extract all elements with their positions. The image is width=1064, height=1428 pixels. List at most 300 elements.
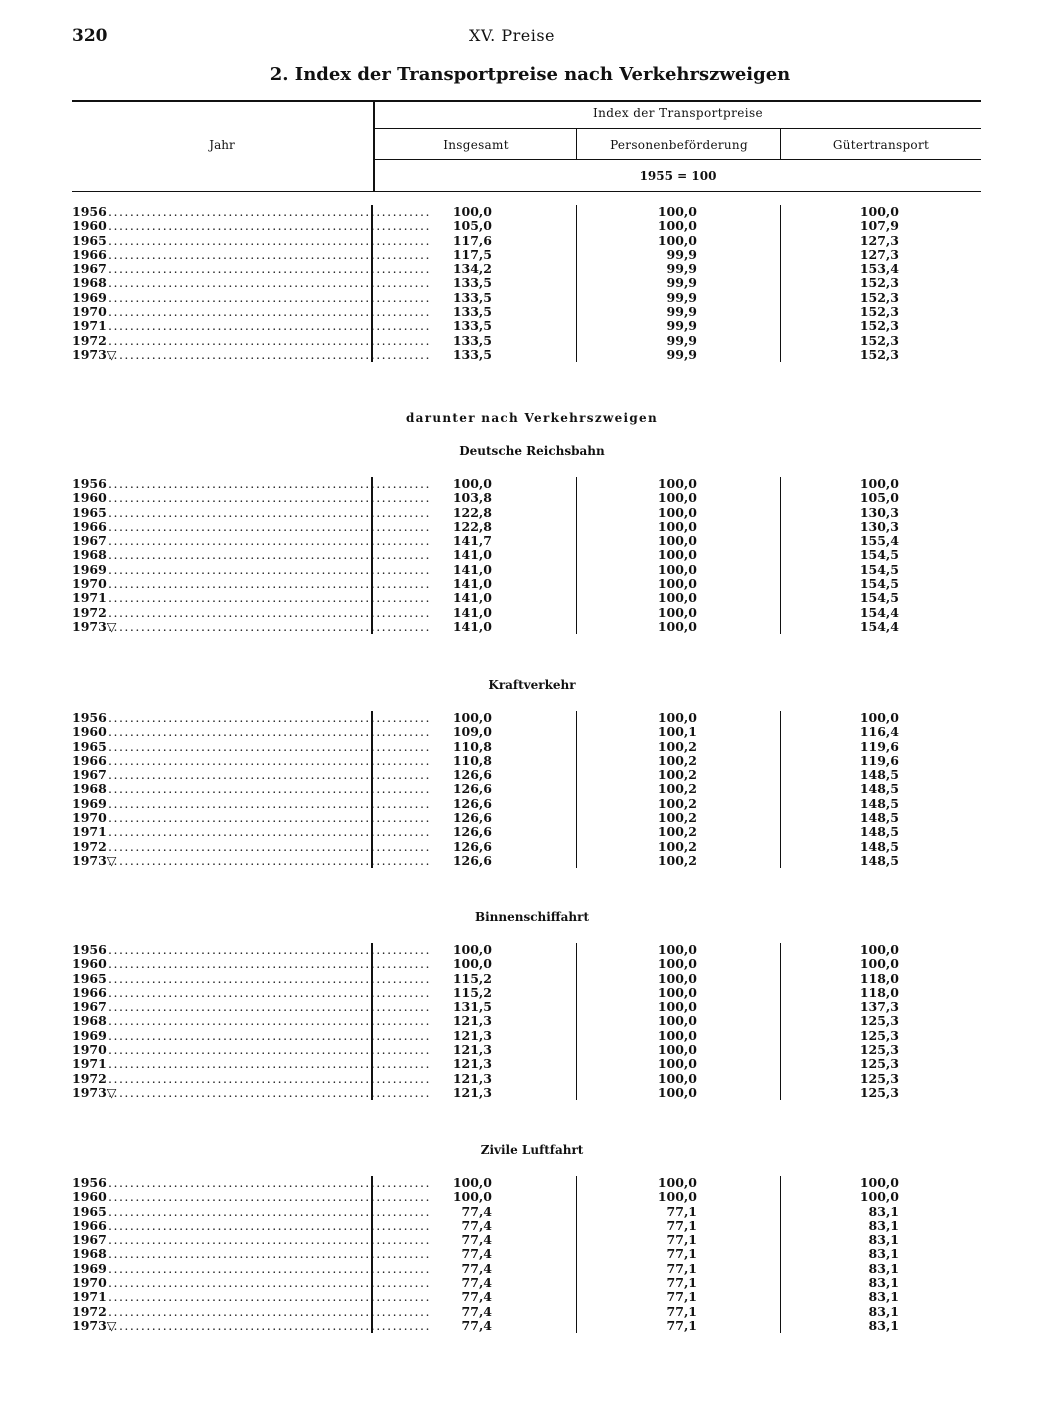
- row-year: 1968: [72, 275, 107, 291]
- cell-personenbefoerderung: 100,2: [657, 738, 697, 754]
- cell-insgesamt: 133,5: [452, 304, 492, 320]
- cell-insgesamt: 100,0: [452, 942, 492, 957]
- table-row: [72, 577, 981, 591]
- cell-personenbefoerderung: 100,0: [657, 476, 697, 491]
- row-year: 1970: [72, 576, 107, 592]
- cell-insgesamt: 100,0: [452, 1175, 492, 1190]
- dot-leader: ...........................................................: [108, 304, 431, 320]
- dot-leader: ...........................................................: [108, 984, 431, 1000]
- dot-leader: ...........................................................: [108, 346, 431, 362]
- table-row: [72, 1190, 981, 1204]
- cell-insgesamt: 141,0: [452, 547, 492, 563]
- section-title: Kraftverkehr: [488, 678, 576, 692]
- cell-guetertransport: 152,3: [859, 275, 899, 291]
- header-col-personen: Personenbeförderung: [610, 138, 748, 152]
- cell-guetertransport: 127,3: [859, 232, 899, 248]
- cell-personenbefoerderung: 100,0: [657, 710, 697, 725]
- cell-personenbefoerderung: 77,1: [666, 1260, 697, 1276]
- table-row: [72, 1247, 981, 1261]
- cell-guetertransport: 152,3: [859, 304, 899, 320]
- dot-leader: ...........................................................: [108, 204, 431, 219]
- cell-guetertransport: 100,0: [859, 1189, 899, 1205]
- cell-guetertransport: 83,1: [868, 1232, 899, 1248]
- row-year: 1971: [72, 318, 107, 334]
- dot-leader: ...........................................................: [108, 218, 431, 234]
- row-year: 1969: [72, 1260, 107, 1276]
- dot-leader: ...........................................................: [108, 1027, 431, 1043]
- table-row: [72, 986, 981, 1000]
- header-top-rule: [72, 100, 981, 102]
- table-row: [72, 1233, 981, 1247]
- cell-personenbefoerderung: 99,9: [666, 304, 697, 320]
- section-block: [72, 477, 981, 634]
- row-year: 1967: [72, 533, 107, 549]
- cell-insgesamt: 121,3: [452, 1013, 492, 1029]
- table-row: [72, 1057, 981, 1071]
- header-rule: [375, 128, 981, 129]
- cell-guetertransport: 100,0: [859, 942, 899, 957]
- cell-personenbefoerderung: 77,1: [666, 1246, 697, 1262]
- dot-leader: ...........................................................: [108, 710, 431, 725]
- cell-guetertransport: 116,4: [859, 724, 899, 740]
- row-year: 1960: [72, 956, 107, 972]
- dot-leader: ...........................................................: [108, 1275, 431, 1291]
- cell-personenbefoerderung: 100,0: [657, 956, 697, 972]
- dot-leader: ...........................................................: [108, 1217, 431, 1233]
- cell-guetertransport: 154,4: [859, 604, 899, 620]
- cell-insgesamt: 115,2: [452, 984, 492, 1000]
- table-row: [72, 291, 981, 305]
- cell-personenbefoerderung: 77,1: [666, 1317, 697, 1333]
- table-row: [72, 348, 981, 362]
- cell-insgesamt: 105,0: [452, 218, 492, 234]
- row-year: 1968: [72, 547, 107, 563]
- table-row: [72, 477, 981, 491]
- cell-insgesamt: 122,8: [452, 518, 492, 534]
- row-year: 1965: [72, 232, 107, 248]
- dot-leader: ...........................................................: [108, 970, 431, 986]
- dot-leader: ...........................................................: [108, 504, 431, 520]
- table-row: [72, 319, 981, 333]
- table-row: [72, 725, 981, 739]
- cell-personenbefoerderung: 100,0: [657, 984, 697, 1000]
- cell-insgesamt: 100,0: [452, 1189, 492, 1205]
- dot-leader: ...........................................................: [108, 781, 431, 797]
- section-block: [72, 1176, 981, 1333]
- table-row: [72, 754, 981, 768]
- dot-leader: ...........................................................: [108, 942, 431, 957]
- row-year: 1972: [72, 604, 107, 620]
- dot-leader: ...........................................................: [108, 246, 431, 262]
- cell-personenbefoerderung: 100,2: [657, 752, 697, 768]
- cell-personenbefoerderung: 100,0: [657, 561, 697, 577]
- table-row: [72, 1086, 981, 1100]
- cell-personenbefoerderung: 100,0: [657, 504, 697, 520]
- cell-insgesamt: 121,3: [452, 1027, 492, 1043]
- dot-leader: ...........................................................: [108, 824, 431, 840]
- cell-guetertransport: 148,5: [859, 810, 899, 826]
- cell-insgesamt: 115,2: [452, 970, 492, 986]
- dot-leader: ...........................................................: [108, 332, 431, 348]
- dot-leader: ...........................................................: [108, 1070, 431, 1086]
- dot-leader: ...........................................................: [108, 724, 431, 740]
- cell-insgesamt: 134,2: [452, 261, 492, 277]
- row-year: 1956: [72, 942, 107, 957]
- cell-guetertransport: 83,1: [868, 1275, 899, 1291]
- section-title: Binnenschiffahrt: [474, 910, 590, 924]
- cell-personenbefoerderung: 100,2: [657, 767, 697, 783]
- row-year: 1966: [72, 752, 107, 768]
- table-row: [72, 305, 981, 319]
- table-row: [72, 1000, 981, 1014]
- table-row: [72, 711, 981, 725]
- section-block: [72, 205, 981, 362]
- row-year: 1965: [72, 738, 107, 754]
- dot-leader: ...........................................................: [108, 1084, 431, 1100]
- table-row: [72, 972, 981, 986]
- cell-insgesamt: 126,6: [452, 838, 492, 854]
- cell-guetertransport: 130,3: [859, 504, 899, 520]
- cell-guetertransport: 148,5: [859, 824, 899, 840]
- row-year: 1967: [72, 1232, 107, 1248]
- cell-personenbefoerderung: 100,0: [657, 970, 697, 986]
- table-row: [72, 591, 981, 605]
- cell-insgesamt: 77,4: [461, 1203, 492, 1219]
- cell-personenbefoerderung: 100,0: [657, 490, 697, 506]
- row-year: 1972: [72, 332, 107, 348]
- running-head: XV. Preise: [469, 26, 555, 45]
- dot-leader: ...........................................................: [108, 1203, 431, 1219]
- cell-personenbefoerderung: 77,1: [666, 1275, 697, 1291]
- cell-insgesamt: 77,4: [461, 1275, 492, 1291]
- cell-guetertransport: 152,3: [859, 318, 899, 334]
- dot-leader: ...........................................................: [108, 1246, 431, 1262]
- cell-insgesamt: 110,8: [452, 738, 492, 754]
- table-row: [72, 1014, 981, 1028]
- cell-personenbefoerderung: 77,1: [666, 1203, 697, 1219]
- cell-personenbefoerderung: 100,0: [657, 1070, 697, 1086]
- cell-insgesamt: 100,0: [452, 476, 492, 491]
- dot-leader: ...........................................................: [108, 1042, 431, 1058]
- table-row: [72, 520, 981, 534]
- page-number: 320: [72, 26, 108, 46]
- table-row: [72, 248, 981, 262]
- row-year: 1967: [72, 767, 107, 783]
- cell-personenbefoerderung: 100,0: [657, 232, 697, 248]
- table-row: [72, 1176, 981, 1190]
- table-row: [72, 1276, 981, 1290]
- cell-guetertransport: 125,3: [859, 1084, 899, 1100]
- cell-insgesamt: 141,0: [452, 576, 492, 592]
- table-row: [72, 1319, 981, 1333]
- cell-personenbefoerderung: 99,9: [666, 261, 697, 277]
- table-header: [72, 100, 981, 192]
- cell-guetertransport: 100,0: [859, 710, 899, 725]
- table-row: [72, 234, 981, 248]
- cell-guetertransport: 153,4: [859, 261, 899, 277]
- cell-insgesamt: 121,3: [452, 1070, 492, 1086]
- dot-leader: ...........................................................: [108, 1303, 431, 1319]
- cell-personenbefoerderung: 77,1: [666, 1303, 697, 1319]
- table-row: [72, 957, 981, 971]
- row-year: 1971: [72, 1289, 107, 1305]
- table-row: [72, 1205, 981, 1219]
- cell-insgesamt: 117,5: [452, 246, 492, 262]
- cell-guetertransport: 148,5: [859, 838, 899, 854]
- cell-personenbefoerderung: 77,1: [666, 1232, 697, 1248]
- cell-insgesamt: 133,5: [452, 275, 492, 291]
- cell-guetertransport: 83,1: [868, 1203, 899, 1219]
- cell-guetertransport: 125,3: [859, 1042, 899, 1058]
- cell-guetertransport: 130,3: [859, 518, 899, 534]
- table-row: [72, 219, 981, 233]
- cell-insgesamt: 126,6: [452, 767, 492, 783]
- cell-personenbefoerderung: 100,2: [657, 824, 697, 840]
- cell-insgesamt: 100,0: [452, 956, 492, 972]
- cell-insgesamt: 77,4: [461, 1303, 492, 1319]
- table-row: [72, 548, 981, 562]
- cell-insgesamt: 141,0: [452, 561, 492, 577]
- cell-insgesamt: 133,5: [452, 318, 492, 334]
- dot-leader: ...........................................................: [108, 1260, 431, 1276]
- cell-personenbefoerderung: 77,1: [666, 1289, 697, 1305]
- row-year: 1969: [72, 289, 107, 305]
- row-year: 1956: [72, 1175, 107, 1190]
- table-row: [72, 620, 981, 634]
- section-block: [72, 711, 981, 868]
- dot-leader: ...........................................................: [108, 999, 431, 1015]
- row-year: 1969: [72, 561, 107, 577]
- row-year: 1956: [72, 204, 107, 219]
- row-year: 1966: [72, 246, 107, 262]
- cell-insgesamt: 77,4: [461, 1246, 492, 1262]
- cell-personenbefoerderung: 99,9: [666, 289, 697, 305]
- cell-guetertransport: 125,3: [859, 1056, 899, 1072]
- cell-personenbefoerderung: 100,0: [657, 547, 697, 563]
- cell-personenbefoerderung: 100,0: [657, 576, 697, 592]
- cell-insgesamt: 141,0: [452, 590, 492, 606]
- row-year: 1969: [72, 1027, 107, 1043]
- dot-leader: ...........................................................: [108, 547, 431, 563]
- table-row: [72, 768, 981, 782]
- cell-guetertransport: 154,5: [859, 547, 899, 563]
- row-year: 1966: [72, 984, 107, 1000]
- dot-leader: ...........................................................: [108, 1317, 431, 1333]
- cell-insgesamt: 126,6: [452, 781, 492, 797]
- cell-personenbefoerderung: 99,9: [666, 346, 697, 362]
- row-year: 1967: [72, 261, 107, 277]
- row-year: 1973▽: [72, 1317, 117, 1333]
- section-title: Deutsche Reichsbahn: [459, 444, 605, 458]
- row-year: 1967: [72, 999, 107, 1015]
- dot-leader: ...........................................................: [108, 810, 431, 826]
- cell-guetertransport: 152,3: [859, 332, 899, 348]
- dot-leader: ...........................................................: [108, 518, 431, 534]
- row-year: 1956: [72, 476, 107, 491]
- row-year: 1972: [72, 1303, 107, 1319]
- table-row: [72, 205, 981, 219]
- cell-insgesamt: 131,5: [452, 999, 492, 1015]
- row-year: 1960: [72, 490, 107, 506]
- row-year: 1971: [72, 590, 107, 606]
- row-year: 1970: [72, 1042, 107, 1058]
- cell-guetertransport: 100,0: [859, 1175, 899, 1190]
- cell-guetertransport: 125,3: [859, 1027, 899, 1043]
- dot-leader: ...........................................................: [108, 232, 431, 248]
- cell-insgesamt: 100,0: [452, 204, 492, 219]
- dot-leader: ...........................................................: [108, 1013, 431, 1029]
- dot-leader: ...........................................................: [108, 490, 431, 506]
- dot-leader: ...........................................................: [108, 1175, 431, 1190]
- cell-personenbefoerderung: 100,2: [657, 852, 697, 868]
- cell-insgesamt: 126,6: [452, 810, 492, 826]
- table-row: [72, 563, 981, 577]
- row-year: 1973▽: [72, 852, 117, 868]
- header-jahr: Jahr: [209, 138, 235, 152]
- row-year: 1956: [72, 710, 107, 725]
- cell-insgesamt: 77,4: [461, 1289, 492, 1305]
- row-year: 1972: [72, 1070, 107, 1086]
- cell-guetertransport: 107,9: [859, 218, 899, 234]
- cell-personenbefoerderung: 100,2: [657, 781, 697, 797]
- dot-leader: ...........................................................: [108, 1289, 431, 1305]
- header-col-insgesamt: Insgesamt: [443, 138, 509, 152]
- cell-guetertransport: 118,0: [859, 984, 899, 1000]
- cell-personenbefoerderung: 100,2: [657, 838, 697, 854]
- cell-insgesamt: 109,0: [452, 724, 492, 740]
- header-col-gueter: Gütertransport: [832, 138, 930, 152]
- table-row: [72, 491, 981, 505]
- table-row: [72, 1219, 981, 1233]
- dot-leader: ...........................................................: [108, 738, 431, 754]
- cell-guetertransport: 83,1: [868, 1246, 899, 1262]
- table-row: [72, 782, 981, 796]
- row-year: 1960: [72, 1189, 107, 1205]
- table-row: [72, 276, 981, 290]
- cell-insgesamt: 121,3: [452, 1084, 492, 1100]
- cell-personenbefoerderung: 100,0: [657, 618, 697, 634]
- dot-leader: ...........................................................: [108, 261, 431, 277]
- dot-leader: ...........................................................: [108, 318, 431, 334]
- table-row: [72, 825, 981, 839]
- section-block: [72, 943, 981, 1100]
- cell-guetertransport: 83,1: [868, 1317, 899, 1333]
- cell-insgesamt: 126,6: [452, 852, 492, 868]
- dot-leader: ...........................................................: [108, 561, 431, 577]
- cell-guetertransport: 83,1: [868, 1303, 899, 1319]
- cell-insgesamt: 126,6: [452, 824, 492, 840]
- cell-guetertransport: 148,5: [859, 852, 899, 868]
- cell-personenbefoerderung: 100,0: [657, 1027, 697, 1043]
- table-row: [72, 943, 981, 957]
- cell-personenbefoerderung: 100,2: [657, 795, 697, 811]
- cell-personenbefoerderung: 100,0: [657, 942, 697, 957]
- table-row: [72, 1072, 981, 1086]
- cell-personenbefoerderung: 100,0: [657, 218, 697, 234]
- row-year: 1965: [72, 504, 107, 520]
- row-year: 1971: [72, 824, 107, 840]
- header-group-label: Index der Transportpreise: [592, 106, 764, 120]
- row-year: 1973▽: [72, 1084, 117, 1100]
- dot-leader: ...........................................................: [108, 576, 431, 592]
- cell-insgesamt: 133,5: [452, 346, 492, 362]
- row-year: 1973▽: [72, 346, 117, 362]
- table-row: [72, 334, 981, 348]
- row-year: 1968: [72, 1246, 107, 1262]
- cell-insgesamt: 77,4: [461, 1217, 492, 1233]
- cell-guetertransport: 154,5: [859, 561, 899, 577]
- dot-leader: ...........................................................: [108, 752, 431, 768]
- table-title: 2. Index der Transportpreise nach Verkehrszweigen: [269, 64, 791, 85]
- dot-leader: ...........................................................: [108, 795, 431, 811]
- row-year: 1972: [72, 838, 107, 854]
- table-row: [72, 854, 981, 868]
- cell-personenbefoerderung: 100,0: [657, 1175, 697, 1190]
- subheading: darunter nach Verkehrszweigen: [405, 411, 659, 425]
- dot-leader: ...........................................................: [108, 767, 431, 783]
- cell-insgesamt: 117,6: [452, 232, 492, 248]
- table-row: [72, 534, 981, 548]
- header-bottom-rule: [72, 191, 981, 192]
- header-base-year: 1955 = 100: [639, 169, 717, 183]
- dot-leader: ...........................................................: [108, 838, 431, 854]
- dot-leader: ...........................................................: [108, 618, 431, 634]
- cell-personenbefoerderung: 99,9: [666, 275, 697, 291]
- table-row: [72, 1305, 981, 1319]
- dot-leader: ...........................................................: [108, 604, 431, 620]
- cell-insgesamt: 77,4: [461, 1232, 492, 1248]
- cell-guetertransport: 83,1: [868, 1289, 899, 1305]
- header-rule: [375, 159, 981, 160]
- table-row: [72, 1043, 981, 1057]
- cell-personenbefoerderung: 100,0: [657, 518, 697, 534]
- cell-insgesamt: 133,5: [452, 289, 492, 305]
- cell-personenbefoerderung: 100,0: [657, 1042, 697, 1058]
- cell-guetertransport: 100,0: [859, 476, 899, 491]
- row-year: 1968: [72, 1013, 107, 1029]
- cell-personenbefoerderung: 100,0: [657, 533, 697, 549]
- table-row: [72, 506, 981, 520]
- cell-guetertransport: 125,3: [859, 1070, 899, 1086]
- cell-personenbefoerderung: 77,1: [666, 1217, 697, 1233]
- row-year: 1970: [72, 1275, 107, 1291]
- row-year: 1965: [72, 970, 107, 986]
- cell-guetertransport: 148,5: [859, 795, 899, 811]
- row-year: 1971: [72, 1056, 107, 1072]
- cell-personenbefoerderung: 99,9: [666, 318, 697, 334]
- cell-guetertransport: 100,0: [859, 956, 899, 972]
- cell-guetertransport: 152,3: [859, 289, 899, 305]
- cell-personenbefoerderung: 100,0: [657, 1056, 697, 1072]
- dot-leader: ...........................................................: [108, 1189, 431, 1205]
- cell-personenbefoerderung: 100,0: [657, 1189, 697, 1205]
- table-row: [72, 1262, 981, 1276]
- cell-insgesamt: 77,4: [461, 1260, 492, 1276]
- cell-guetertransport: 119,6: [859, 738, 899, 754]
- cell-personenbefoerderung: 100,0: [657, 1084, 697, 1100]
- row-year: 1966: [72, 1217, 107, 1233]
- table-row: [72, 1290, 981, 1304]
- cell-insgesamt: 141,0: [452, 604, 492, 620]
- cell-guetertransport: 148,5: [859, 767, 899, 783]
- cell-insgesamt: 133,5: [452, 332, 492, 348]
- table-row: [72, 606, 981, 620]
- cell-insgesamt: 141,0: [452, 618, 492, 634]
- row-year: 1973▽: [72, 618, 117, 634]
- cell-guetertransport: 154,5: [859, 590, 899, 606]
- cell-personenbefoerderung: 100,0: [657, 1013, 697, 1029]
- dot-leader: ...........................................................: [108, 476, 431, 491]
